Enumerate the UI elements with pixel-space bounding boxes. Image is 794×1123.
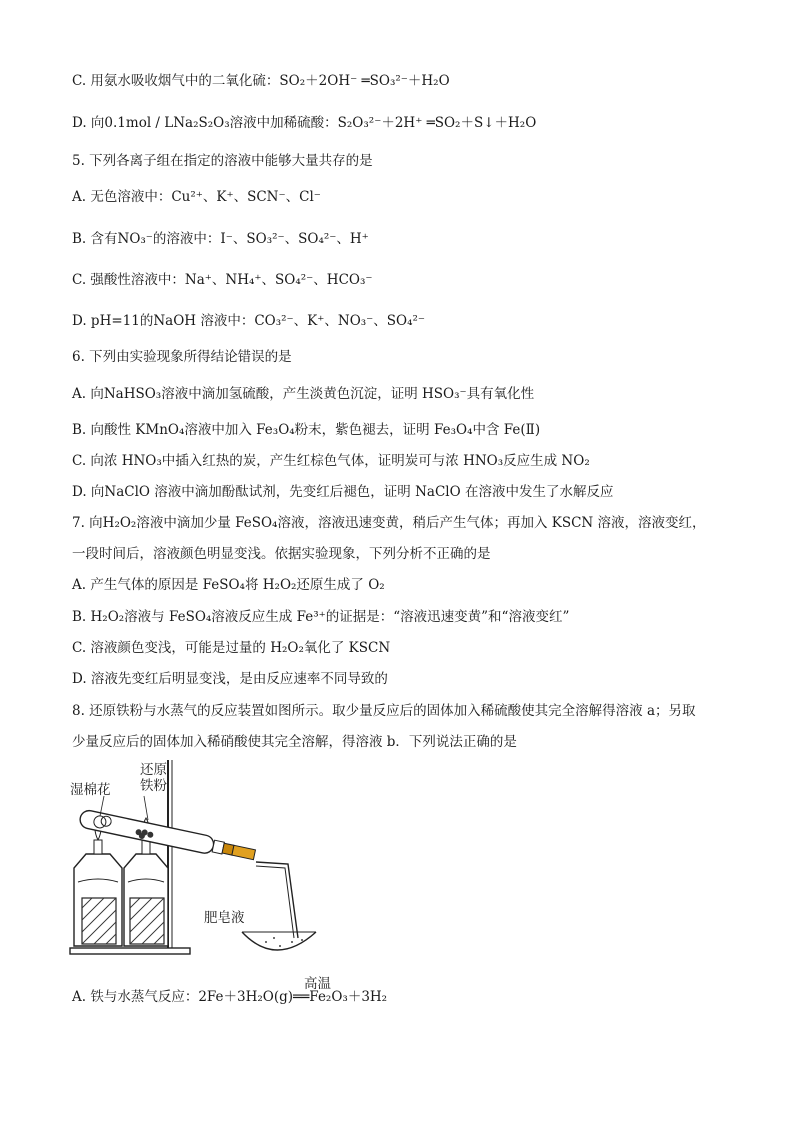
label-reduced-iron-line-1: 还原 bbox=[140, 762, 167, 778]
question-6-option-b: B. 向酸性 KMnO₄溶液中加入 Fe₃O₄粉末，紫色褪去，证明 Fe₃O₄中含 Fe(Ⅱ) bbox=[72, 422, 541, 438]
question-5-option-c: C. 强酸性溶液中：Na⁺、NH₄⁺、SO₄²⁻、HCO₃⁻ bbox=[72, 272, 373, 288]
question-7-option-d: D. 溶液先变红后明显变浅，是由反应速率不同导致的 bbox=[72, 671, 388, 687]
option-d-line: D. 向0.1mol / LNa₂S₂O₃溶液中加稀硫酸：S₂O₃²⁻＋2H⁺ ═SO₂＋S↓＋H₂O bbox=[72, 115, 537, 131]
question-7-option-c: C. 溶液颜色变浅，可能是过量的 H₂O₂氧化了 KSCN bbox=[72, 640, 391, 656]
question-6-option-a: A. 向NaHSO₃溶液中滴加氢硫酸，产生淡黄色沉淀，证明 HSO₃⁻具有氧化性 bbox=[72, 386, 535, 402]
question-6-option-d: D. 向NaClO 溶液中滴加酚酞试剂，先变红后褪色，证明 NaClO 在溶液中发生了水解反应 bbox=[72, 484, 614, 500]
question-7-option-a: A. 产生气体的原因是 FeSO₄将 H₂O₂还原生成了 O₂ bbox=[72, 577, 385, 593]
option-c-line: C. 用氨水吸收烟气中的二氧化硫：SO₂＋2OH⁻ ═SO₃²⁻＋H₂O bbox=[72, 73, 450, 89]
reaction-condition: 高温 bbox=[304, 976, 331, 992]
question-5-option-d: D. pH=11的NaOH 溶液中：CO₃²⁻、K⁺、NO₃⁻、SO₄²⁻ bbox=[72, 313, 426, 329]
question-8-stem-line-2: 少量反应后的固体加入稀硝酸使其完全溶解，得溶液 b．下列说法正确的是 bbox=[72, 734, 517, 750]
label-soap-solution: 肥皂液 bbox=[204, 910, 245, 926]
question-5-stem: 5. 下列各离子组在指定的溶液中能够大量共存的是 bbox=[72, 153, 373, 169]
question-6-option-c: C. 向浓 HNO₃中插入红热的炭，产生红棕色气体，证明炭可与浓 HNO₃反应生成 NO₂ bbox=[72, 453, 590, 469]
question-7-stem-line-1: 7. 向H₂O₂溶液中滴加少量 FeSO₄溶液，溶液迅速变黄，稍后产生气体；再加入 KSCN 溶液，溶液变红， bbox=[72, 515, 706, 531]
question-6-stem: 6. 下列由实验现象所得结论错误的是 bbox=[72, 349, 292, 365]
question-7-option-b: B. H₂O₂溶液与 FeSO₄溶液反应生成 Fe³⁺的证据是：“溶液迅速变黄”和“溶液变红” bbox=[72, 609, 570, 625]
label-wet-cotton: 湿棉花 bbox=[70, 782, 111, 798]
question-5-option-b: B. 含有NO₃⁻的溶液中：I⁻、SO₃²⁻、SO₄²⁻、H⁺ bbox=[72, 231, 369, 247]
apparatus-figure bbox=[66, 758, 328, 968]
label-reduced-iron-line-2: 铁粉 bbox=[140, 778, 167, 794]
question-5-option-a: A. 无色溶液中：Cu²⁺、K⁺、SCN⁻、Cl⁻ bbox=[72, 189, 321, 205]
question-8-stem-line-1: 8. 还原铁粉与水蒸气的反应装置如图所示。取少量反应后的固体加入稀硫酸使其完全溶解得溶液 a；另取 bbox=[72, 703, 696, 719]
question-7-stem-line-2: 一段时间后，溶液颜色明显变浅。依据实验现象，下列分析不正确的是 bbox=[72, 546, 491, 562]
question-8-option-a: A. 铁与水蒸气反应：2Fe＋3H₂O(g)══Fe₂O₃＋3H₂ bbox=[72, 989, 388, 1005]
